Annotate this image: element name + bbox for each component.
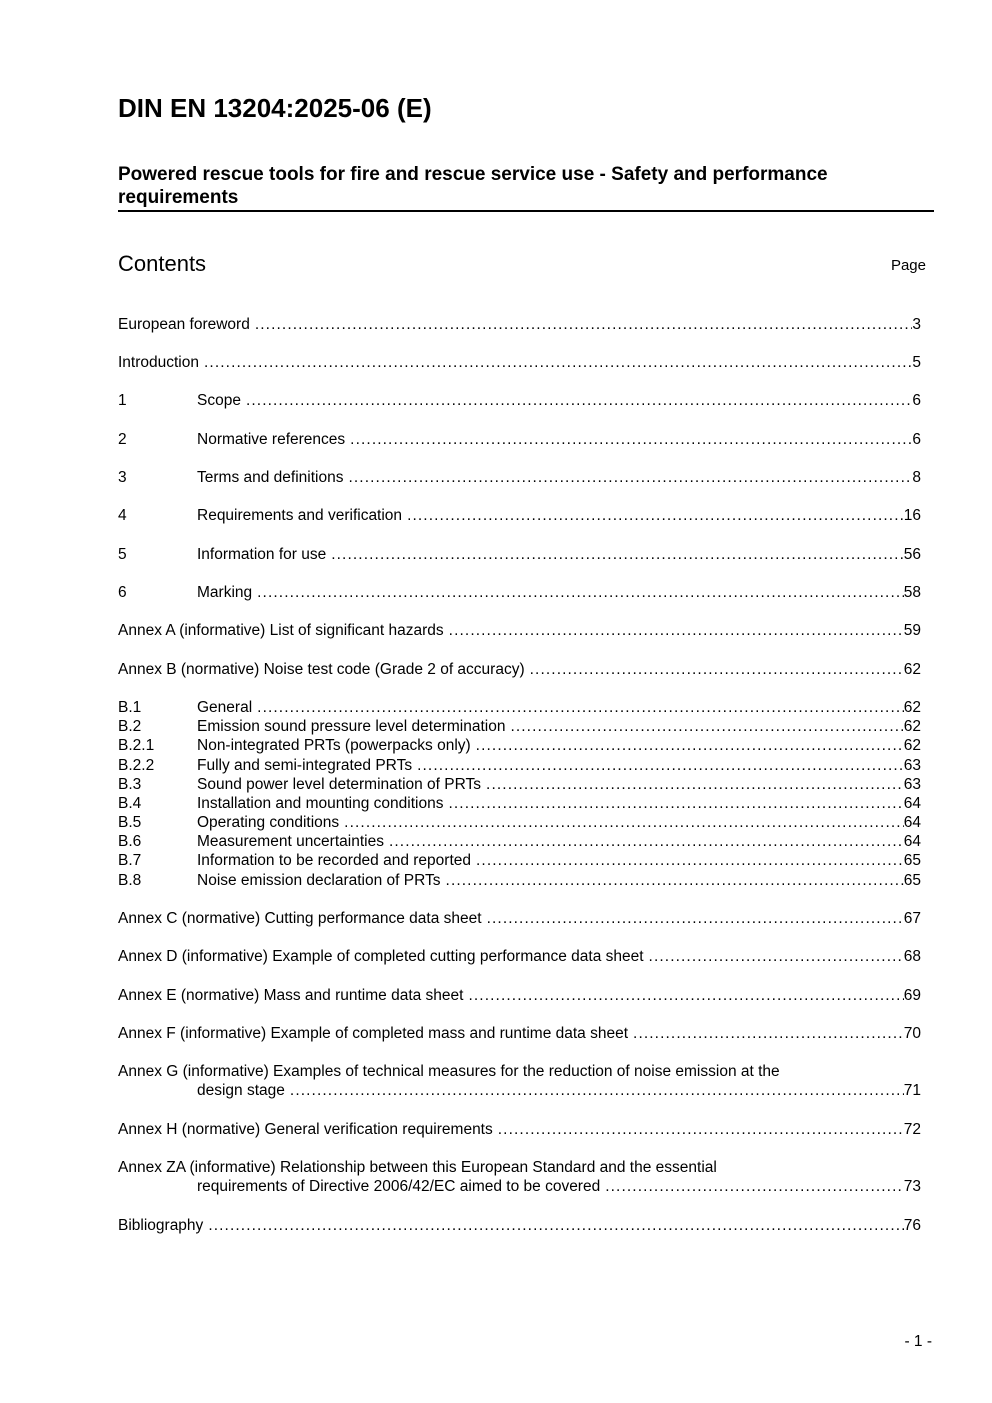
toc-entry-information-for-use[interactable]: [118, 545, 921, 565]
toc-entry-text: General: [197, 699, 253, 716]
toc-entry-text: Annex E (normative) Mass and runtime data sheet: [118, 987, 464, 1004]
toc-entry-page: 6: [912, 431, 921, 448]
toc-leader-dots: [649, 947, 904, 967]
toc-entry-text: European foreword: [118, 316, 250, 333]
toc-entry-annex-a[interactable]: [118, 621, 921, 641]
toc-entry-page: 63: [903, 776, 921, 793]
toc-leader-dots: [476, 736, 904, 756]
toc-leader-dots: [633, 1024, 904, 1044]
toc-entry-page: 68: [903, 948, 921, 965]
toc-leader-dots: [498, 1120, 904, 1140]
toc-entry-b2[interactable]: [118, 717, 921, 737]
toc-entry-number: B.7: [118, 852, 142, 869]
toc-entry-text: Fully and semi-integrated PRTs: [197, 757, 413, 774]
toc-entry-number: B.6: [118, 833, 142, 850]
toc-entry-annex-g-line1[interactable]: Annex G (informative) Examples of technical measures for the reduction of noise emission at the: [118, 1063, 780, 1080]
toc-leader-dots: [204, 353, 912, 373]
toc-leader-dots: [344, 813, 904, 833]
toc-entry-annex-za[interactable]: [118, 1177, 921, 1197]
toc-entry-b2-1[interactable]: [118, 736, 921, 756]
toc-leader-dots: [290, 1081, 904, 1101]
toc-entry-text: Measurement uncertainties: [197, 833, 384, 850]
document-title: Powered rescue tools for fire and rescue service use - Safety and performance requirements: [118, 163, 934, 212]
toc-entry-number: B.5: [118, 814, 142, 831]
page-number: - 1 -: [904, 1333, 932, 1350]
toc-leader-dots: [476, 851, 904, 871]
toc-entry-page: 16: [903, 507, 921, 524]
toc-entry-text: Sound power level determination of PRTs: [197, 776, 482, 793]
toc-entry-page: 71: [903, 1082, 921, 1099]
toc-entry-page: 3: [912, 316, 921, 333]
toc-entry-page: 64: [903, 795, 921, 812]
toc-entry-text: Annex C (normative) Cutting performance data sheet: [118, 910, 482, 927]
toc-leader-dots: [257, 698, 904, 718]
toc-entry-number: B.4: [118, 795, 142, 812]
toc-entry-annex-za-line1[interactable]: Annex ZA (informative) Relationship between this European Standard and the essential: [118, 1159, 717, 1176]
toc-entry-text: Introduction: [118, 354, 199, 371]
document-code: DIN EN 13204:2025-06 (E): [118, 93, 432, 123]
toc-entry-page: 76: [903, 1217, 921, 1234]
toc-leader-dots: [468, 986, 903, 1006]
toc-entry-annex-c[interactable]: [118, 909, 921, 929]
toc-entry-foreword[interactable]: [118, 315, 921, 335]
toc-entry-page: 56: [903, 546, 921, 563]
toc-entry-page: 73: [903, 1178, 921, 1195]
toc-entry-number: B.8: [118, 872, 142, 889]
toc-leader-dots: [446, 871, 904, 891]
toc-entry-b6[interactable]: [118, 832, 921, 852]
toc-entry-text: Requirements and verification: [197, 507, 403, 524]
toc-entry-b1[interactable]: [118, 698, 921, 718]
toc-entry-page: 6: [912, 392, 921, 409]
toc-entry-page: 67: [903, 910, 921, 927]
toc-entry-text: Annex A (informative) List of significant hazards: [118, 622, 444, 639]
toc-leader-dots: [407, 506, 904, 526]
toc-entry-scope[interactable]: [118, 391, 921, 411]
toc-leader-dots: [348, 468, 912, 488]
toc-entry-b5[interactable]: [118, 813, 921, 833]
toc-entry-number: B.2: [118, 718, 142, 735]
toc-leader-dots: [257, 583, 904, 603]
toc-entry-page: 58: [903, 584, 921, 601]
toc-leader-dots: [487, 909, 904, 929]
toc-entry-marking[interactable]: [118, 583, 921, 603]
toc-entry-number: B.1: [118, 699, 142, 716]
toc-entry-page: 65: [903, 852, 921, 869]
toc-leader-dots: [486, 775, 904, 795]
toc-entry-b8[interactable]: [118, 871, 921, 891]
toc-entry-annex-f[interactable]: [118, 1024, 921, 1044]
toc-entry-annex-h[interactable]: [118, 1120, 921, 1140]
toc-entry-text: Emission sound pressure level determination: [197, 718, 506, 735]
toc-entry-text: Annex F (informative) Example of completed mass and runtime data sheet: [118, 1025, 629, 1042]
toc-entry-text: Annex B (normative) Noise test code (Grade 2 of accuracy): [118, 661, 525, 678]
toc-entry-bibliography[interactable]: [118, 1216, 921, 1236]
toc-entry-number: 1: [118, 392, 127, 409]
toc-entry-page: 59: [903, 622, 921, 639]
toc-entry-text: Bibliography: [118, 1217, 204, 1234]
toc-entry-text: Marking: [197, 584, 253, 601]
toc-leader-dots: [448, 794, 903, 814]
toc-leader-dots: [510, 717, 903, 737]
toc-leader-dots: [246, 391, 912, 411]
toc-entry-page: 62: [903, 718, 921, 735]
toc-entry-b7[interactable]: [118, 851, 921, 871]
toc-entry-page: 62: [903, 661, 921, 678]
toc-entry-annex-e[interactable]: [118, 986, 921, 1006]
toc-entry-page: 69: [903, 987, 921, 1004]
toc-entry-annex-g[interactable]: [118, 1081, 921, 1101]
toc-leader-dots: [208, 1216, 903, 1236]
toc-entry-page: 5: [912, 354, 921, 371]
toc-leader-dots: [389, 832, 904, 852]
toc-entry-text: Scope: [197, 392, 241, 409]
toc-entry-text: requirements of Directive 2006/42/EC aimed to be covered: [197, 1178, 601, 1195]
toc-leader-dots: [605, 1177, 904, 1197]
toc-entry-text: Information for use: [197, 546, 327, 563]
toc-entry-b4[interactable]: [118, 794, 921, 814]
toc-entry-text: Information to be recorded and reported: [197, 852, 472, 869]
toc-entry-number: 3: [118, 469, 127, 486]
toc-entry-text: design stage: [197, 1082, 285, 1099]
toc-entry-page: 64: [903, 814, 921, 831]
toc-leader-dots: [255, 315, 913, 335]
toc-entry-text: Annex D (informative) Example of completed cutting performance data sheet: [118, 948, 644, 965]
toc-entry-introduction[interactable]: [118, 353, 921, 373]
toc-entry-page: 8: [912, 469, 921, 486]
toc-entry-page: 70: [903, 1025, 921, 1042]
toc-entry-number: 4: [118, 507, 127, 524]
toc-entry-requirements[interactable]: [118, 506, 921, 526]
toc-entry-page: 63: [903, 757, 921, 774]
toc-entry-number: 6: [118, 584, 127, 601]
toc-entry-page: 72: [903, 1121, 921, 1138]
toc-entry-page: 65: [903, 872, 921, 889]
toc-entry-text: Installation and mounting conditions: [197, 795, 444, 812]
toc-entry-text: Noise emission declaration of PRTs: [197, 872, 441, 889]
toc-leader-dots: [350, 430, 912, 450]
toc-entry-text: Terms and definitions: [197, 469, 344, 486]
page-column-label: Page: [890, 257, 926, 274]
toc-entry-text: Normative references: [197, 431, 346, 448]
toc-entry-number: B.2.2: [118, 757, 155, 774]
toc-entry-number: B.2.1: [118, 737, 155, 754]
toc-entry-number: 5: [118, 546, 127, 563]
toc-leader-dots: [331, 545, 904, 565]
contents-heading: Contents: [118, 251, 207, 276]
toc-leader-dots: [449, 621, 904, 641]
toc-entry-annex-d[interactable]: [118, 947, 921, 967]
toc-leader-dots: [530, 660, 904, 680]
toc-leader-dots: [417, 756, 904, 776]
toc-entry-page: 62: [903, 737, 921, 754]
toc-entry-text: Annex H (normative) General verification requirements: [118, 1121, 493, 1138]
toc-entry-number: B.3: [118, 776, 142, 793]
toc-entry-b3[interactable]: [118, 775, 921, 795]
toc-entry-text: Non-integrated PRTs (powerpacks only): [197, 737, 471, 754]
toc-entry-text: Operating conditions: [197, 814, 340, 831]
toc-entry-annex-b[interactable]: [118, 660, 921, 680]
toc-entry-b2-2[interactable]: [118, 756, 921, 776]
toc-entry-normative-references[interactable]: [118, 430, 921, 450]
toc-entry-page: 62: [903, 699, 921, 716]
toc-entry-number: 2: [118, 431, 127, 448]
toc-entry-page: 64: [903, 833, 921, 850]
toc-entry-terms-definitions[interactable]: [118, 468, 921, 488]
